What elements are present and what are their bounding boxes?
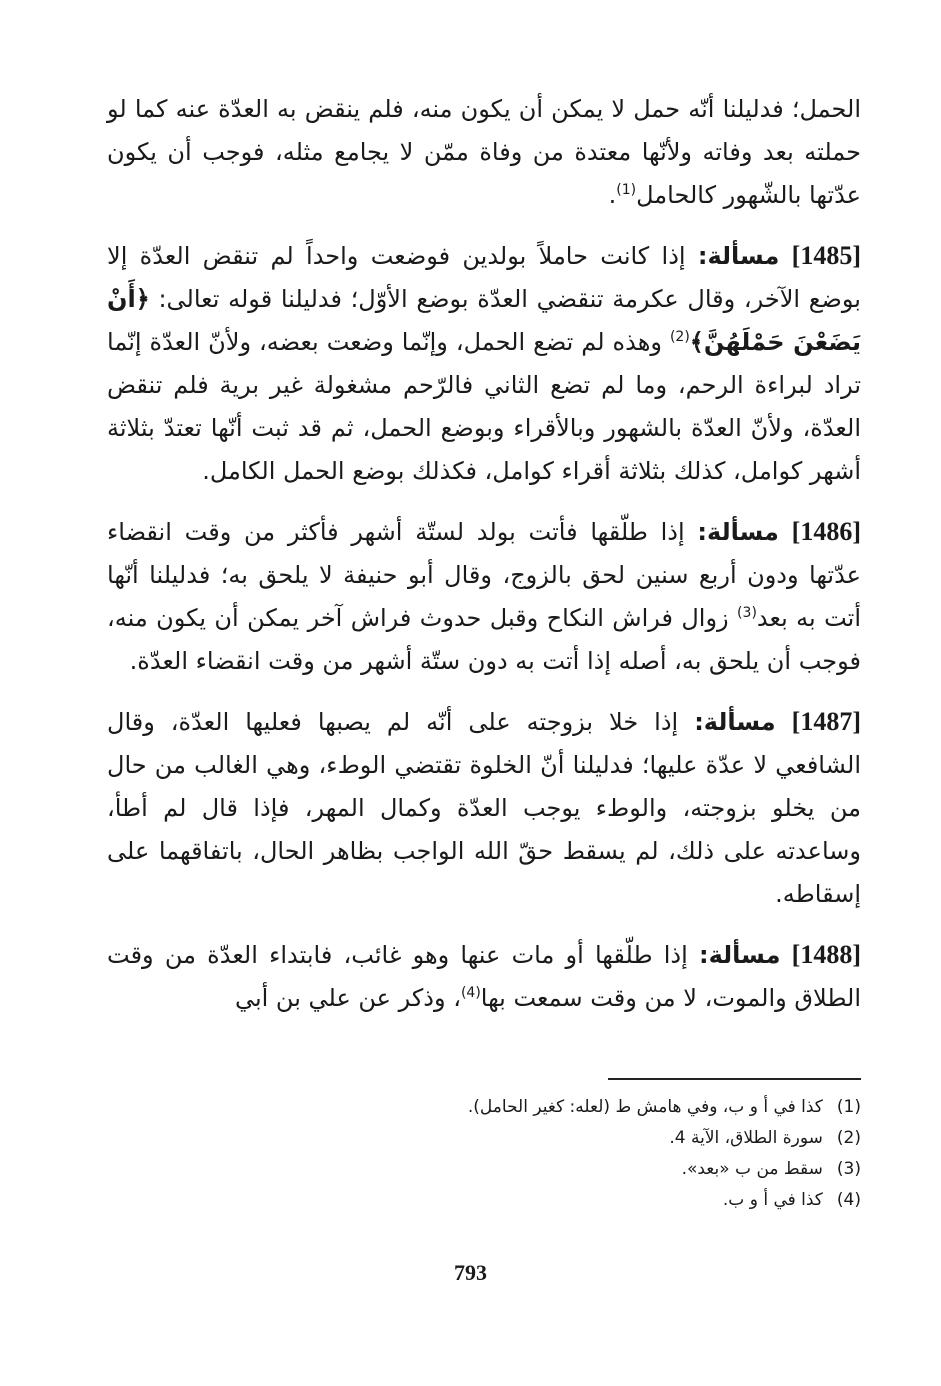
footnote-item [300,1123,861,1154]
footnote-ref-4: (4) [460,985,481,1001]
footnote-item [300,1185,861,1216]
footnote-text: كذا في أ و ب، وفي هامش ط (لعله: كغير الحامل). [467,1097,823,1117]
footnote-ref-1: (1) [616,182,637,198]
paragraph-1488 [107,933,861,1020]
paragraph-intro [107,88,861,217]
footnote-number: (4) [836,1190,861,1210]
paragraph-text: ، وذكر عن علي بن أبي [234,984,461,1012]
paragraph-text: إذا كانت حاملاً بولدين فوضعت واحداً لم تنقض العدّة إلا بوضع الآخر، وقال عكرمة تنقضي العدّة بوضع الأوّل؛ فدليلنا قوله تعالى: [107,242,861,313]
footnote-text: كذا في أ و ب. [722,1190,823,1210]
paragraph-1487 [107,700,861,916]
footnote-number: (2) [836,1128,861,1148]
footnotes [300,1092,861,1216]
paragraph-text: وهذه لم تضع الحمل، وإنّما وضعت بعضه، ولأنّ العدّة إنّما تراد لبراءة الرحم، وما لم تضع الثاني فالرّحم مشغولة غير برية فلم تنقض العدّة، ولأنّ العدّة بالشهور وبالأقراء وبوضع الحمل، ثم قد ثبت أنّها تعتدّ بثلاثة أشهر كوامل، كذلك بثلاثة أقراء كوامل، فكذلك بوضع الحمل الكامل. [107,328,861,485]
footnote-ref-3: (3) [737,605,757,621]
paragraph-1486 [107,510,861,683]
paragraph-text: إذا خلا بزوجته على أنّه لم يصبها فعليها العدّة، وقال الشافعي لا عدّة عليها؛ فدليلنا أنّ الخلوة تقتضي الوطء، وهي الغالب من حال من يخلو بزوجته، والوطء يوجب العدّة وكمال المهر، فإذا قال لم أطأ، وساعدته على ذلك، لم يسقط حقّ الله الواجب بظاهر الحال، باتفاقهما على إسقاطه. [107,708,861,908]
issue-number: [1487] [791,707,861,736]
footnote-number: (1) [836,1097,861,1117]
issue-label: مسألة: [697,518,779,546]
issue-label: مسألة: [694,708,776,736]
footnote-item [300,1092,861,1123]
footnote-text: سورة الطلاق، الآية 4. [669,1128,823,1148]
footnote-number: (3) [836,1159,861,1179]
paragraph-text: الحمل؛ فدليلنا أنّه حمل لا يمكن أن يكون منه، فلم ينقض به العدّة عنه كما لو حملته بعد وفاته ولأنّها معتدة من وفاة ممّن لا يجامع مثله، فوجب أن يكون عدّتها بالشّهور كالحامل [107,95,861,209]
paragraph-text: إذا طلّقها فأتت بولد لستّة أشهر فأكثر من وقت انقضاء عدّتها ودون أربع سنين لحق بالزوج، وقال أبو حنيفة لا يلحق به؛ فدليلنا أنّها أتت به بعد [107,518,861,632]
paragraph-end: . [608,181,617,209]
issue-label: مسألة: [697,242,780,270]
page-number: 793 [454,1260,487,1285]
main-text [107,88,861,1037]
paragraph-text: زوال فراش النكاح وقبل حدوث فراش آخر يمكن أن يكون منه، فوجب أن يلحق به، أصله إذا أتت به دون ستّة أشهر من وقت انقضاء العدّة. [107,604,861,675]
footnote-separator [608,1078,861,1080]
footnote-item [300,1154,861,1185]
footnote-ref-2: (2) [669,329,690,345]
footnote-text: سقط من ب «بعد». [681,1159,823,1179]
paragraph-1485 [107,234,861,493]
issue-label: مسألة: [698,941,781,969]
issue-number: [1485] [791,241,861,270]
issue-number: [1488] [791,940,861,969]
issue-number: [1486] [791,517,861,546]
quran-quote: ﴿أَنْ يَضَعْنَ حَمْلَهُنَّ﴾ [107,285,861,356]
paragraph-text: إذا طلّقها أو مات عنها وهو غائب، فابتداء العدّة من وقت الطلاق والموت، لا من وقت سمعت بها [107,941,861,1012]
